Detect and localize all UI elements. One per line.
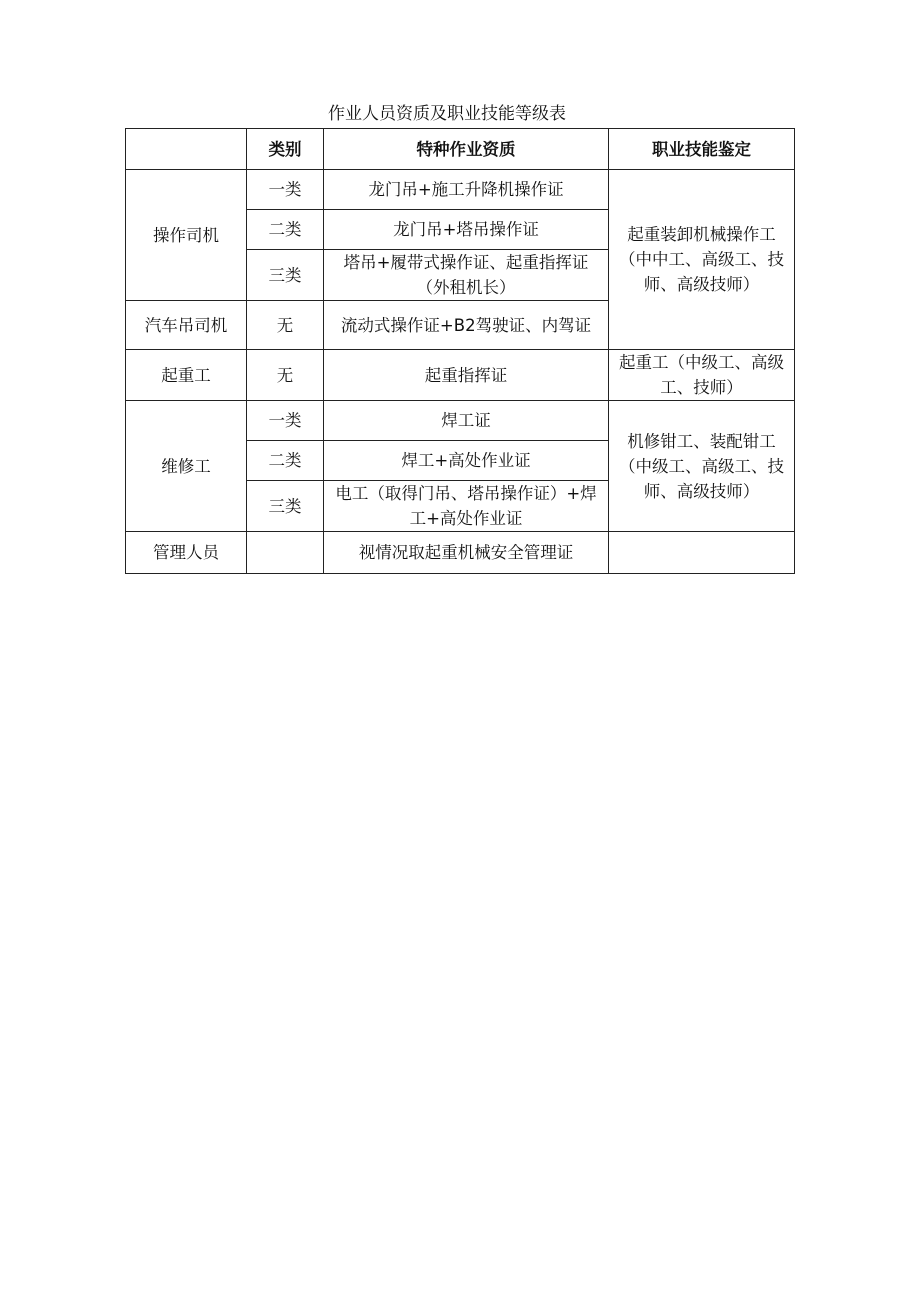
cert-cell: 视情况取起重机械安全管理证 [324,532,609,574]
category-cell: 无 [247,350,324,401]
table-row [126,350,795,401]
skill-crane-operator: 起重装卸机械操作工（中中工、高级工、技师、高级技师） [609,170,795,350]
skill-fitter: 机修钳工、装配钳工（中级工、高级工、技师、高级技师） [609,401,795,532]
table-row [126,170,795,210]
cert-cell: 龙门吊+施工升降机操作证 [324,170,609,210]
category-cell: 三类 [247,481,324,532]
qualification-table [125,128,795,574]
role-truck-crane: 汽车吊司机 [126,301,247,350]
table-row [126,532,795,574]
role-rigger: 起重工 [126,350,247,401]
category-cell: 三类 [247,250,324,301]
role-manager: 管理人员 [126,532,247,574]
cert-cell: 焊工证 [324,401,609,441]
category-cell: 一类 [247,170,324,210]
header-category: 类别 [247,129,324,170]
cert-cell: 起重指挥证 [324,350,609,401]
header-role [126,129,247,170]
skill-manager [609,532,795,574]
role-maintenance: 维修工 [126,401,247,532]
cert-cell: 电工（取得门吊、塔吊操作证）+焊工+高处作业证 [324,481,609,532]
header-special-cert: 特种作业资质 [324,129,609,170]
cert-cell: 龙门吊+塔吊操作证 [324,210,609,250]
category-cell: 无 [247,301,324,350]
category-cell: 一类 [247,401,324,441]
cert-cell: 流动式操作证+B2驾驶证、内驾证 [324,301,609,350]
category-cell: 二类 [247,210,324,250]
table-header-row [126,129,795,170]
category-cell-empty [247,532,324,574]
table-row [126,401,795,441]
cert-cell: 塔吊+履带式操作证、起重指挥证（外租机长） [324,250,609,301]
category-cell: 二类 [247,441,324,481]
role-operator: 操作司机 [126,170,247,301]
cert-cell: 焊工+高处作业证 [324,441,609,481]
header-skill: 职业技能鉴定 [609,129,795,170]
skill-rigger: 起重工（中级工、高级工、技师） [609,350,795,401]
page-title: 作业人员资质及职业技能等级表 [328,104,566,124]
